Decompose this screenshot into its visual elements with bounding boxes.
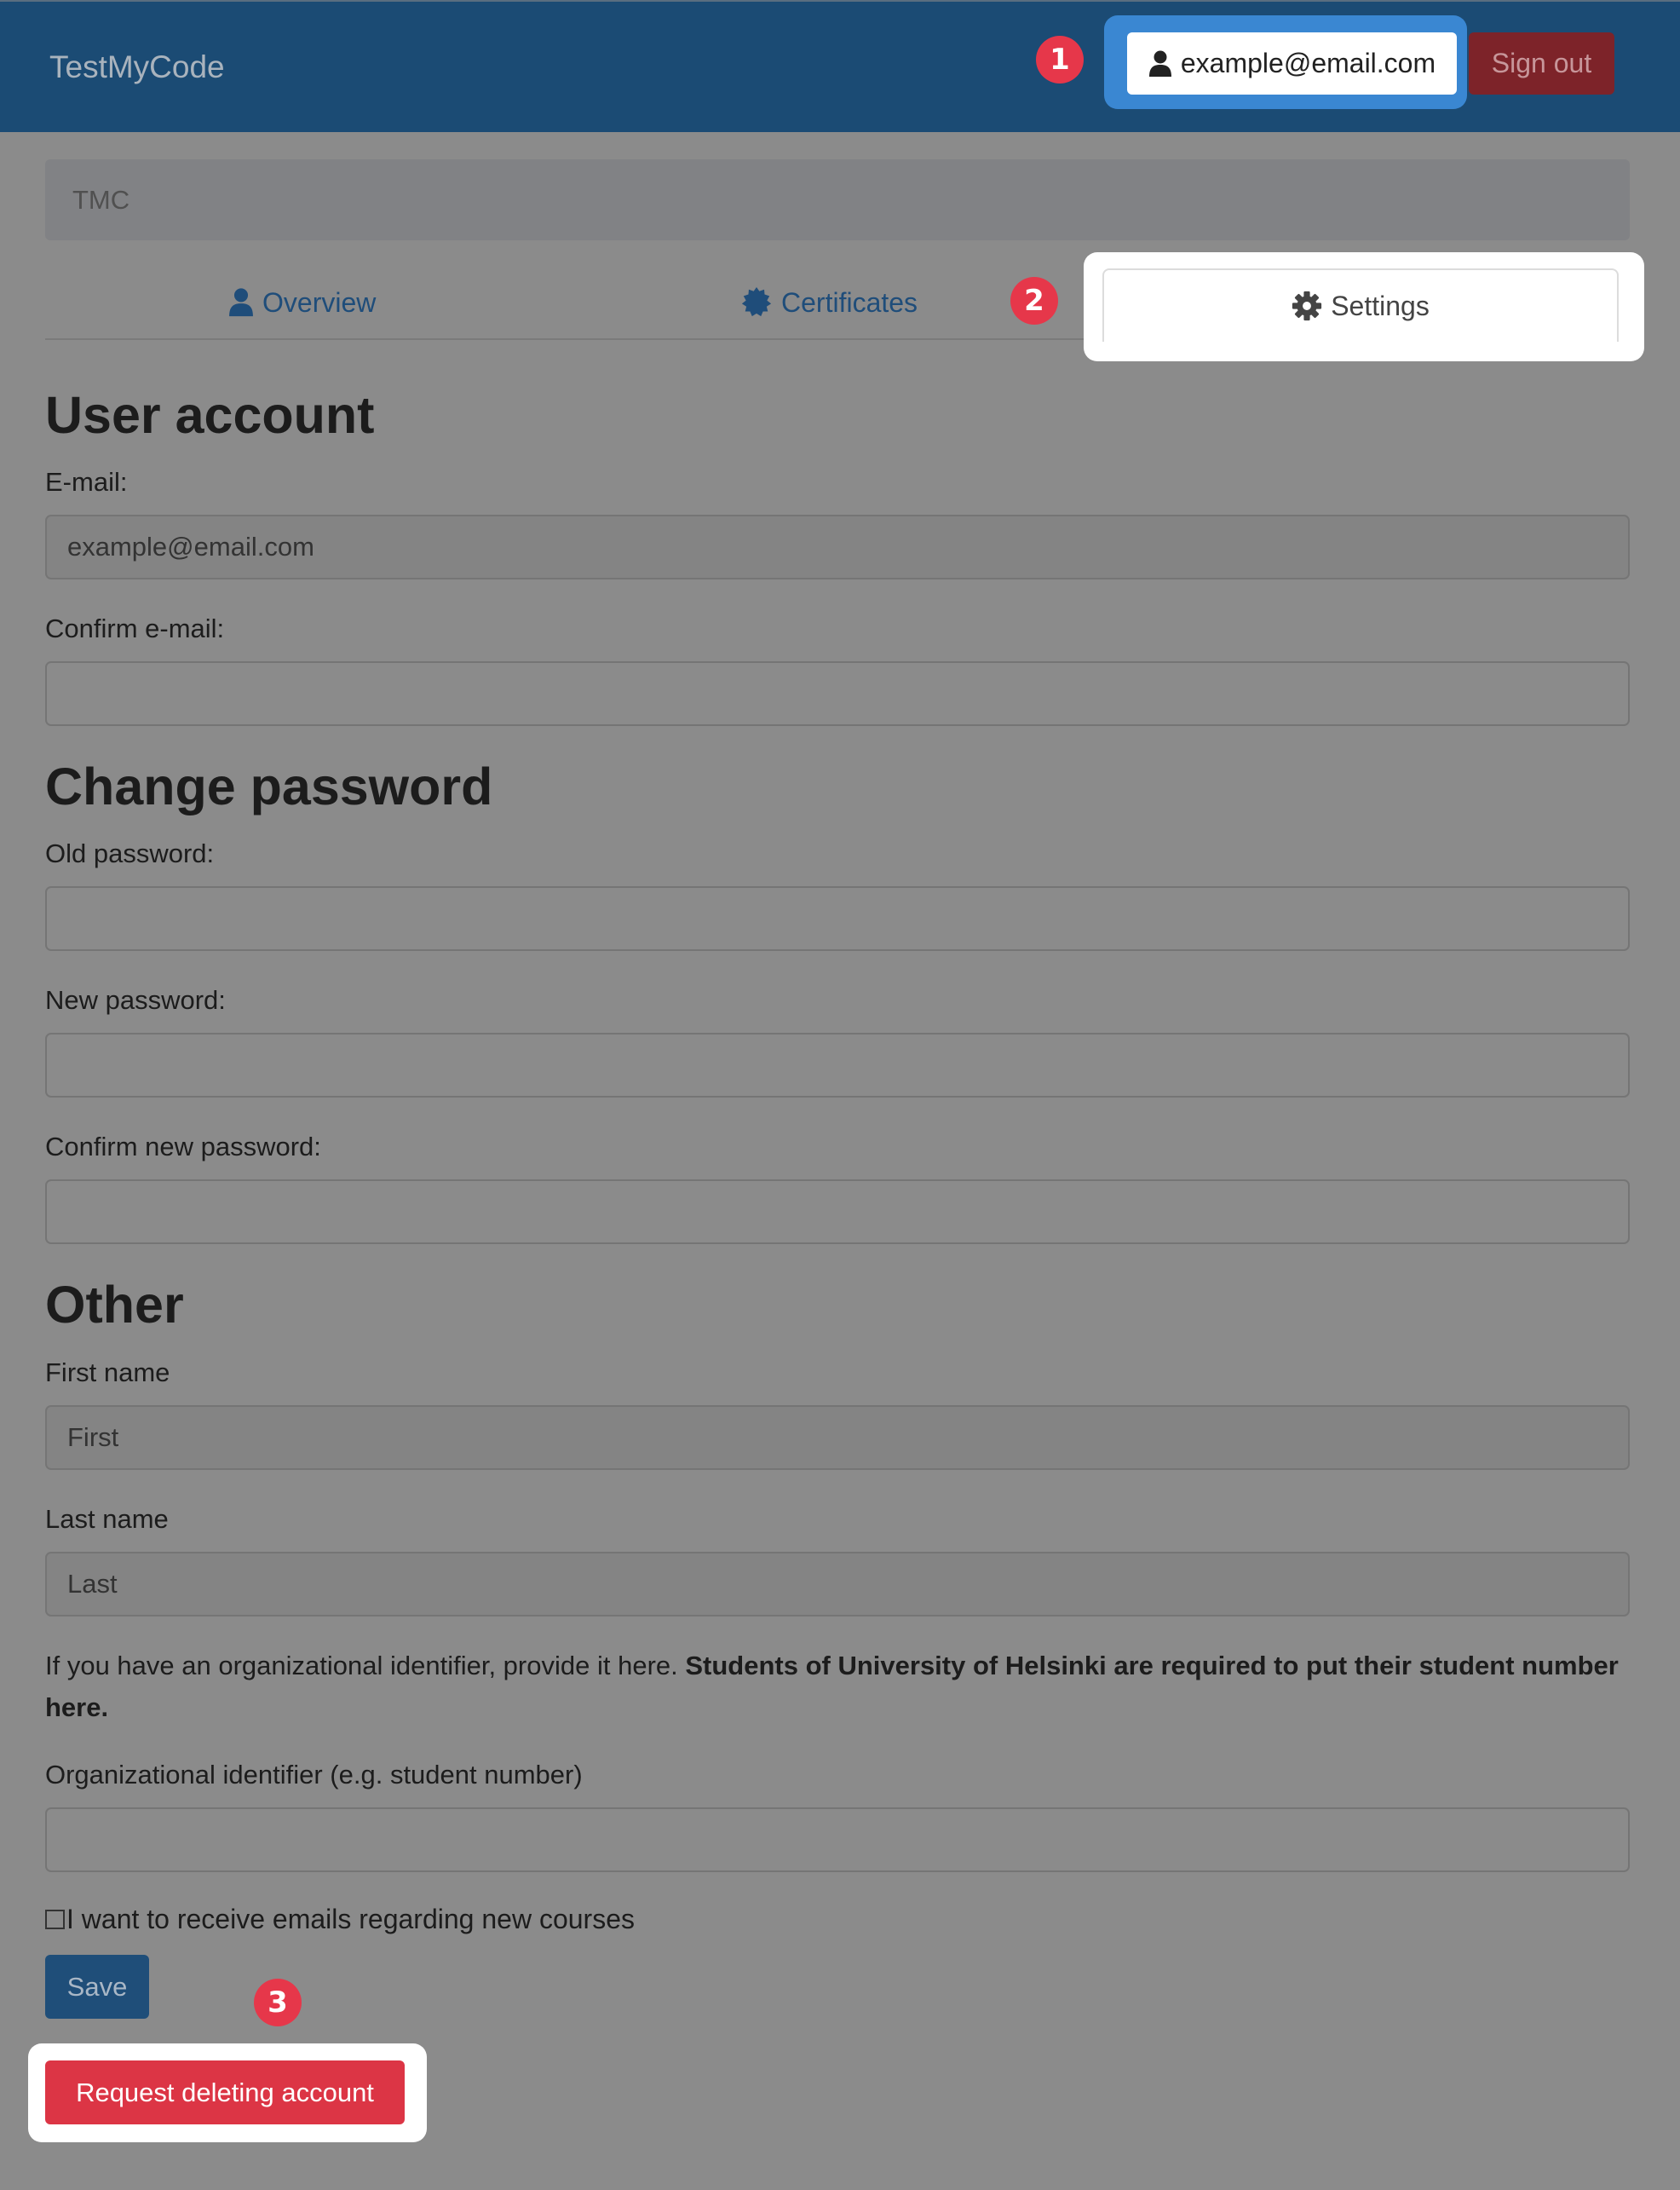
gear-icon [1292,291,1322,321]
last-name-label: Last name [45,1504,169,1534]
old-password-field[interactable] [45,886,1630,951]
other-heading: Other [45,1276,184,1334]
breadcrumb [45,159,1630,240]
save-button[interactable]: Save [45,1955,149,2019]
org-id-info [45,1645,1630,1728]
org-id-info-text: If you have an organizational identifier, provide it here. [45,1651,686,1680]
step-badge-2: 2 [1010,277,1058,325]
newsletter-row [45,1904,635,1935]
tab-settings[interactable] [1102,268,1619,342]
email-label: E-mail: [45,467,128,497]
first-name-label: First name [45,1357,170,1387]
navbar [0,0,1680,132]
old-password-label: Old password: [45,839,215,868]
confirm-email-label: Confirm e-mail: [45,614,225,643]
tab-certificates[interactable] [740,268,918,337]
new-password-label: New password: [45,985,226,1015]
confirm-email-field[interactable] [45,661,1630,726]
last-name-field[interactable] [45,1552,1630,1617]
newsletter-checkbox[interactable] [45,1910,65,1929]
tab-overview-label: Overview [262,286,377,318]
confirm-new-password-field[interactable] [45,1179,1630,1244]
tab-settings-label: Settings [1331,290,1430,321]
step-badge-3: 3 [254,1979,302,2026]
request-delete-account-button[interactable]: Request deleting account [45,2060,405,2124]
sign-out-button[interactable]: Sign out [1469,32,1614,95]
brand-logo[interactable]: TestMyCode [49,49,225,84]
newsletter-label[interactable]: I want to receive emails regarding new courses [66,1904,635,1934]
breadcrumb-item[interactable]: TMC [72,184,130,215]
new-password-field[interactable] [45,1033,1630,1098]
user-account-heading: User account [45,386,375,444]
user-icon [228,287,254,318]
email-field[interactable] [45,515,1630,579]
change-password-heading: Change password [45,758,493,815]
org-id-label: Organizational identifier (e.g. student number) [45,1760,583,1789]
user-email-label: example@email.com [1180,48,1436,78]
first-name-field[interactable] [45,1405,1630,1470]
tab-overview[interactable] [228,268,376,337]
org-id-info-bold: Students of University of Helsinki are required to put their student number here. [45,1651,1619,1722]
user-icon [1148,50,1172,78]
user-account-button[interactable] [1127,32,1457,95]
certificate-icon [740,286,773,319]
confirm-new-password-label: Confirm new password: [45,1132,321,1161]
step-badge-1: 1 [1036,36,1084,84]
tab-certificates-label: Certificates [781,286,918,318]
org-id-field[interactable] [45,1807,1630,1872]
